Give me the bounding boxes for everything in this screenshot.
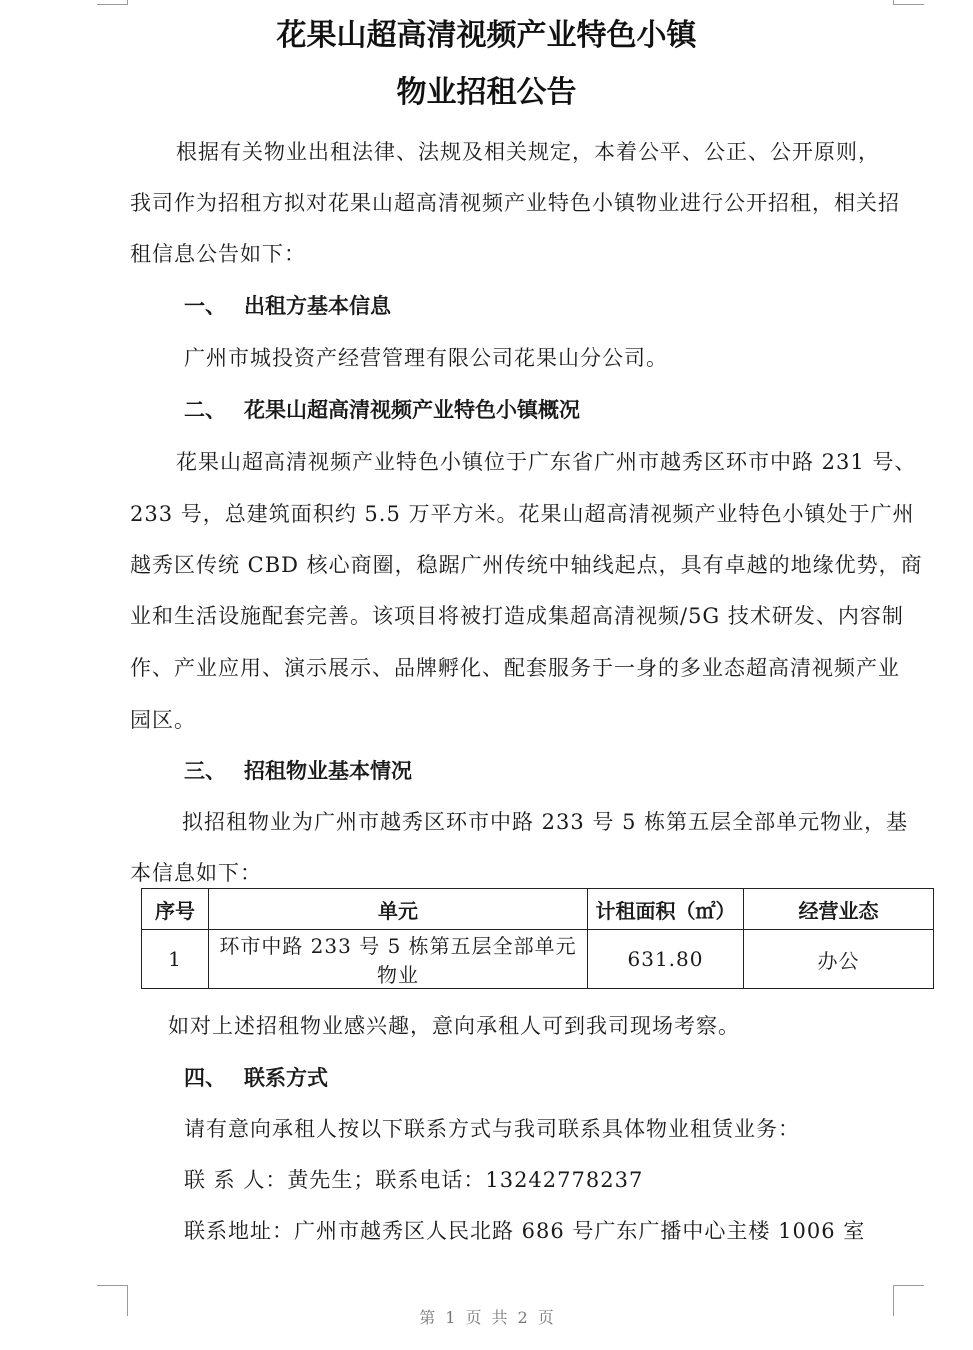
overview-paragraph-line: 园区。 (130, 708, 196, 732)
table-cell-unit (209, 930, 588, 989)
section-heading-2 (184, 394, 580, 424)
property-paragraph-line: 拟招租物业为广州市越秀区环市中路 233 号 5 栋第五层全部单元物业，基 (182, 810, 909, 834)
footer-text: 页 (465, 1308, 482, 1327)
contact-instruction: 请有意向承租人按以下联系方式与我司联系具体物业租赁业务： (184, 1117, 800, 1141)
table-header-cell: 经营业态 (744, 889, 934, 930)
table-cell-unit-line: 环市中路 233 号 5 栋第五层全部单元 (219, 934, 577, 958)
footer-text: 页 (537, 1308, 554, 1327)
contact-address: 联系地址：广州市越秀区人民北路 686 号广东广播中心主楼 1006 室 (184, 1219, 866, 1243)
footer-text: 共 (491, 1308, 508, 1327)
section-title: 花果山超高清视频产业特色小镇概况 (244, 398, 580, 422)
property-paragraph-line: 本信息如下： (130, 861, 262, 885)
section-number: 一、 (184, 294, 226, 318)
table-cell-no: 1 (142, 930, 209, 989)
property-table (141, 888, 934, 989)
section-title: 出租方基本信息 (244, 294, 391, 318)
section-number: 四、 (184, 1066, 226, 1090)
overview-paragraph-line: 业和生活设施配套完善。该项目将被打造成集超高清视频/5G 技术研发、内容制 (130, 604, 904, 628)
table-header-row (142, 889, 934, 930)
intro-paragraph-line: 我司作为招租方拟对花果山超高清视频产业特色小镇物业进行公开招租，相关招 (130, 191, 900, 215)
overview-paragraph-line: 越秀区传统 CBD 核心商圈，稳踞广州传统中轴线起点，具有卓越的地缘优势，商 (130, 553, 923, 577)
document-subtitle: 物业招租公告 (396, 75, 577, 110)
section-number: 三、 (184, 759, 226, 783)
intro-paragraph-line: 根据有关物业出租法律、法规及相关规定，本着公平、公正、公开原则， (176, 140, 880, 164)
table-cell-unit-line: 物业 (377, 963, 419, 987)
section-heading-4 (184, 1062, 328, 1092)
contact-person: 联 系 人：黄先生；联系电话：13242778237 (184, 1168, 644, 1192)
table-header-cell: 计租面积（㎡） (588, 889, 744, 930)
table-header-cell: 单元 (209, 889, 588, 930)
section-number: 二、 (184, 398, 226, 422)
section-title: 招租物业基本情况 (244, 759, 412, 783)
current-page-number: 1 (445, 1308, 456, 1327)
table-cell-use: 办公 (744, 930, 934, 989)
page-corner-mark (97, 0, 128, 5)
document-title: 花果山超高清视频产业特色小镇 (276, 18, 697, 53)
table-cell-area: 631.80 (588, 930, 744, 989)
section-title: 联系方式 (244, 1066, 328, 1090)
overview-paragraph-line: 花果山超高清视频产业特色小镇位于广东省广州市越秀区环市中路 231 号、 (176, 450, 917, 474)
section-heading-1 (184, 290, 391, 320)
intro-paragraph-line: 租信息公告如下： (130, 242, 306, 266)
overview-paragraph-line: 233 号，总建筑面积约 5.5 万平方米。花果山超高清视频产业特色小镇处于广州 (130, 502, 915, 526)
inspection-note: 如对上述招租物业感兴趣，意向承租人可到我司现场考察。 (168, 1014, 740, 1038)
footer-text: 第 (419, 1308, 436, 1327)
table-header-cell: 序号 (142, 889, 209, 930)
total-page-number: 2 (517, 1308, 528, 1327)
section-heading-3 (184, 755, 412, 785)
page-corner-mark (893, 0, 924, 5)
table-row (142, 930, 934, 989)
page-footer (0, 1305, 973, 1328)
lessor-name: 广州市城投资产经营管理有限公司花果山分公司。 (184, 346, 668, 370)
overview-paragraph-line: 作、产业应用、演示展示、品牌孵化、配套服务于一身的多业态超高清视频产业 (130, 656, 900, 680)
